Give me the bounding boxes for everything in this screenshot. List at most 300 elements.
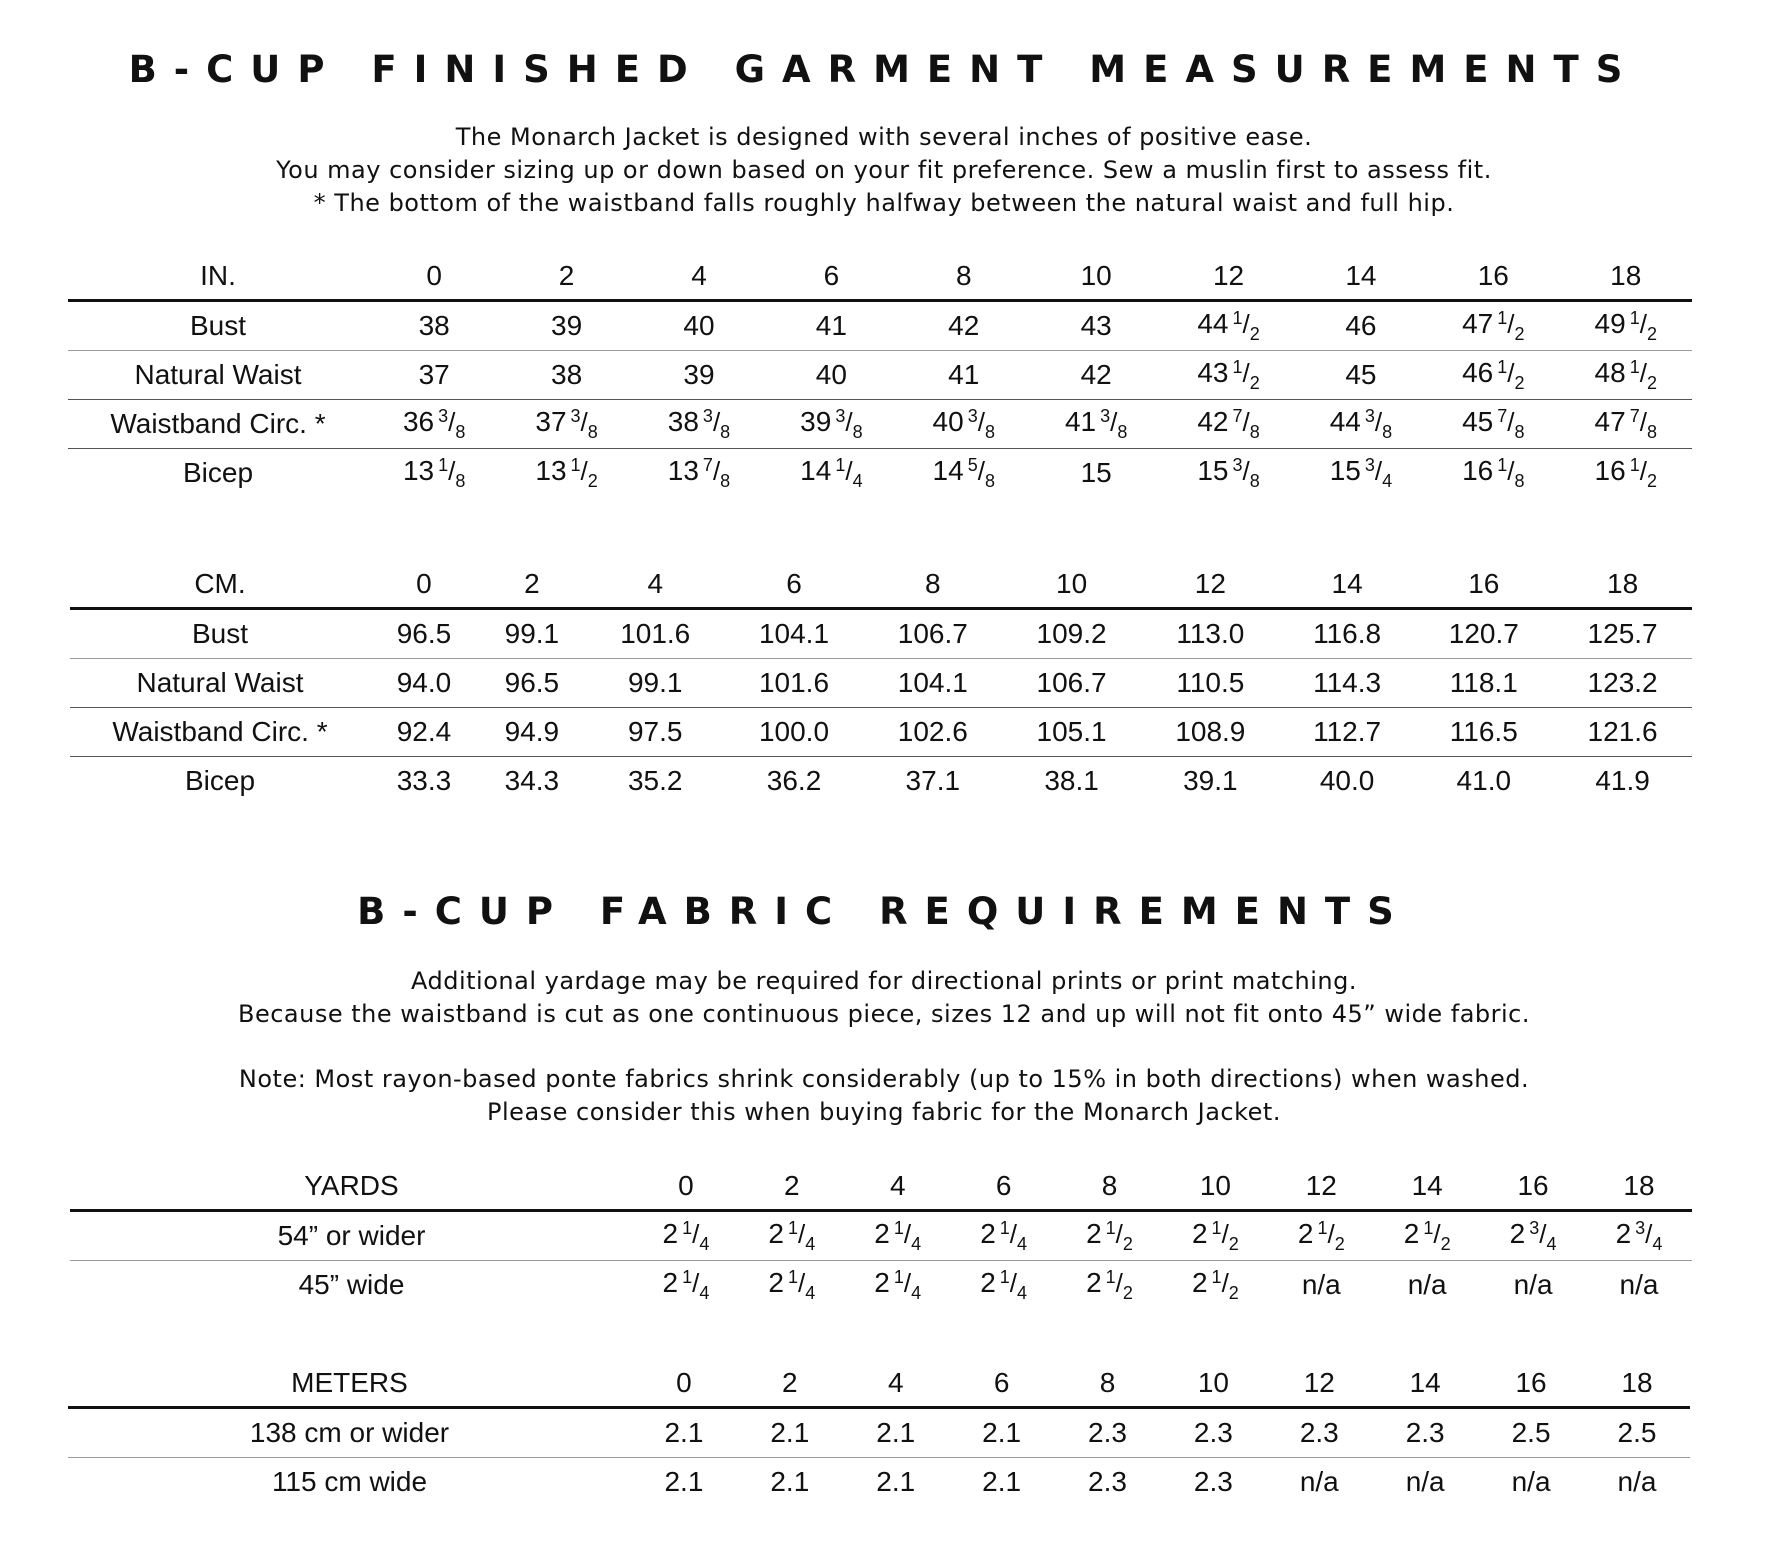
numerator: 1 (682, 1217, 693, 1238)
denominator: 8 (720, 421, 731, 442)
measurement-cell: 118.1 (1414, 659, 1553, 708)
numerator: 1 (1629, 307, 1640, 328)
whole-number: 2 (1086, 1266, 1102, 1298)
size-header: 14 (1372, 1360, 1478, 1408)
whole-number: 48 (1594, 356, 1626, 388)
whole-number: 2 (874, 1266, 890, 1298)
whole-number: 36 (402, 405, 435, 437)
size-header: 16 (1480, 1163, 1586, 1211)
fabric-note (0, 1063, 1768, 1129)
fraction-slash: / (977, 455, 985, 486)
numerator: 1 (893, 1217, 904, 1238)
size-header: 16 (1427, 253, 1559, 301)
measurement-cell: 104.1 (863, 659, 1002, 708)
fraction-slash: / (1327, 1218, 1335, 1249)
whole-number: 37 (535, 405, 567, 437)
size-header: 6 (765, 253, 897, 301)
measurement-cell: 40 (633, 301, 765, 351)
measurement-cell: 33.3 (396, 765, 452, 796)
fraction-slash: / (1507, 406, 1515, 437)
denominator: 2 (1334, 1233, 1345, 1254)
size-header: 8 (863, 561, 1002, 609)
row-label: Waistband Circ. * (70, 708, 370, 757)
size-header: 6 (949, 1360, 1055, 1408)
unit-label: METERS (68, 1360, 631, 1408)
denominator: 8 (587, 421, 598, 442)
cm-measurements-table (70, 561, 1692, 805)
denominator: 2 (1249, 323, 1260, 344)
measurement-cell: 35.2 (627, 765, 683, 796)
numerator: 3 (438, 405, 449, 426)
row-label: 115 cm wide (271, 1466, 428, 1497)
whole-number: 46 (1462, 356, 1494, 388)
measurement-cell (500, 449, 632, 498)
measurement-cell: 38 (368, 301, 500, 351)
measurement-cell (1374, 1211, 1480, 1261)
whole-number: 2 (1297, 1217, 1314, 1249)
denominator: 4 (805, 1233, 816, 1254)
measurement-cell (1057, 1261, 1163, 1310)
size-header: 6 (725, 561, 864, 609)
measurement-cell: n/a (1617, 1466, 1657, 1497)
unit-label: YARDS (70, 1163, 633, 1211)
measurement-cell (1162, 351, 1294, 400)
size-header: 18 (1553, 561, 1692, 609)
measurement-cell: 36.2 (766, 765, 822, 796)
header-row (70, 561, 1692, 609)
fraction-slash: / (692, 1267, 700, 1298)
fabric-note-line: Note: Most rayon-based ponte fabrics shrink considerably (up to 15% in both directions) when washed. (238, 1065, 1530, 1093)
measurement-cell: 40.0 (1319, 765, 1375, 796)
measurement-cell: 96.5 (370, 609, 478, 659)
numerator: 3 (1529, 1217, 1540, 1238)
whole-number: 44 (1329, 405, 1361, 437)
numerator: 1 (1232, 356, 1243, 377)
numerator: 1 (1105, 1217, 1116, 1238)
fabric-note-line: Please consider this when buying fabric for the Monarch Jacket. (487, 1098, 1281, 1126)
numerator: 1 (438, 454, 449, 475)
measurement-cell: 101.6 (725, 659, 864, 708)
size-header: 8 (1055, 1360, 1161, 1408)
measurement-cell: 116.5 (1414, 708, 1553, 757)
measurement-cell: 94.9 (478, 708, 586, 757)
row-label: 138 cm or wider (68, 1408, 631, 1458)
measurement-cell (898, 449, 1030, 498)
numerator: 7 (1629, 405, 1640, 426)
fraction-slash: / (1507, 357, 1515, 388)
measurement-cell: 104.1 (725, 609, 864, 659)
unit-label: CM. (70, 561, 370, 609)
denominator: 8 (1117, 421, 1128, 442)
measurement-cell: 100.0 (725, 708, 864, 757)
fraction-slash: / (1242, 308, 1250, 339)
measurement-cell (739, 1261, 845, 1310)
denominator: 8 (1249, 421, 1260, 442)
measurement-cell: 106.7 (863, 609, 1002, 659)
denominator: 2 (587, 470, 598, 491)
row-label: Bust (68, 301, 368, 351)
measurement-cell: 2.3 (1088, 1466, 1127, 1497)
denominator: 2 (1514, 323, 1525, 344)
header-row (68, 1360, 1690, 1408)
measurement-cell (845, 1211, 951, 1261)
measurement-cell: 2.3 (1055, 1408, 1161, 1458)
measurement-cell (1480, 1211, 1586, 1261)
size-header: 10 (1160, 1360, 1266, 1408)
whole-number: 47 (1462, 307, 1494, 339)
measurement-cell: 101.6 (586, 609, 725, 659)
numerator: 1 (1497, 454, 1508, 475)
whole-number: 14 (800, 454, 832, 486)
measurement-cell (633, 1261, 739, 1310)
measurement-cell: 41 (898, 351, 1030, 400)
denominator: 2 (1646, 323, 1657, 344)
fraction-slash: / (1433, 1218, 1441, 1249)
measurement-cell (1560, 400, 1692, 449)
denominator: 4 (1546, 1233, 1557, 1254)
measurement-cell: 39.1 (1183, 765, 1238, 796)
fraction-slash: / (692, 1218, 700, 1249)
denominator: 4 (1017, 1233, 1028, 1254)
measurement-cell: 2.1 (949, 1408, 1055, 1458)
denominator: 8 (852, 421, 863, 442)
measurement-cell (1162, 301, 1294, 351)
measurement-cell: 2.1 (737, 1408, 843, 1458)
measurement-cell: 116.8 (1280, 609, 1415, 659)
measurement-cell (898, 400, 1030, 449)
numerator: 1 (999, 1217, 1010, 1238)
whole-number: 2 (1509, 1217, 1526, 1249)
measurement-cell: 123.2 (1553, 659, 1692, 708)
measurement-cell: 114.3 (1280, 659, 1415, 708)
denominator: 8 (1249, 470, 1260, 491)
measurement-cell: 106.7 (1002, 659, 1141, 708)
whole-number: 40 (932, 405, 964, 437)
size-header: 12 (1266, 1360, 1372, 1408)
measurement-cell: 92.4 (370, 708, 478, 757)
measurement-cell: 37.1 (905, 765, 961, 796)
measurement-cell (368, 449, 500, 498)
measurement-cell (951, 1211, 1057, 1261)
measurement-cell: n/a (1301, 1269, 1341, 1300)
size-header: 18 (1584, 1360, 1690, 1408)
size-header: 4 (586, 561, 725, 609)
size-header: 0 (368, 253, 500, 301)
numerator: 1 (787, 1217, 798, 1238)
denominator: 8 (455, 421, 466, 442)
table-row (68, 1408, 1690, 1458)
fraction-slash: / (712, 406, 721, 437)
fraction-slash: / (448, 455, 456, 486)
fraction-slash: / (798, 1218, 806, 1249)
numerator: 3 (1232, 454, 1243, 475)
whole-number: 45 (1462, 405, 1494, 437)
denominator: 8 (1646, 421, 1657, 442)
measurement-cell (1030, 400, 1162, 449)
measurement-cell (1560, 449, 1692, 498)
fabric-intro (0, 965, 1768, 1031)
table-row (68, 351, 1692, 400)
size-header: 4 (845, 1163, 951, 1211)
numerator: 1 (893, 1266, 904, 1287)
numerator: 3 (1364, 405, 1375, 426)
fraction-slash: / (1221, 1218, 1229, 1249)
fraction-slash: / (1115, 1267, 1123, 1298)
fraction-slash: / (903, 1218, 912, 1249)
fraction-slash: / (1110, 406, 1118, 437)
whole-number: 44 (1197, 307, 1229, 339)
measurement-cell: n/a (1619, 1269, 1659, 1300)
whole-number: 43 (1197, 356, 1229, 388)
numerator: 1 (1211, 1266, 1222, 1287)
row-label: Bicep (184, 765, 256, 796)
denominator: 4 (1382, 470, 1393, 491)
numerator: 3 (702, 405, 713, 426)
size-header: 4 (843, 1360, 949, 1408)
size-header: 14 (1295, 253, 1427, 301)
row-label: Bicep (182, 457, 254, 488)
denominator: 8 (455, 470, 466, 491)
numerator: 1 (1105, 1266, 1116, 1287)
size-header: 14 (1374, 1163, 1480, 1211)
row-label: 45” wide (298, 1269, 405, 1300)
measurement-cell (739, 1211, 845, 1261)
measurement-cell: 2.3 (1193, 1466, 1233, 1497)
measurement-cell: 41.0 (1456, 765, 1512, 796)
numerator: 7 (702, 454, 713, 475)
denominator: 8 (1382, 421, 1393, 442)
table-row (68, 301, 1692, 351)
numerator: 1 (999, 1266, 1010, 1287)
denominator: 8 (720, 470, 731, 491)
whole-number: 16 (1594, 454, 1626, 486)
size-header: 14 (1280, 561, 1415, 609)
table-row (68, 400, 1692, 449)
whole-number: 2 (662, 1266, 679, 1298)
measurement-cell: 37 (368, 351, 500, 400)
measurement-cell (1560, 301, 1692, 351)
measurement-cell: 2.1 (770, 1466, 810, 1497)
size-header: 12 (1141, 561, 1280, 609)
garment-measurements-title: B-CUP FINISHED GARMENT MEASUREMENTS (128, 48, 1640, 91)
garment-intro (0, 121, 1768, 220)
measurement-cell: 110.5 (1141, 659, 1280, 708)
denominator: 2 (1249, 372, 1260, 393)
fraction-slash: / (1009, 1218, 1018, 1249)
measurement-cell (1162, 400, 1294, 449)
measurement-cell: 109.2 (1002, 609, 1141, 659)
measurement-cell: 94.0 (370, 659, 478, 708)
numerator: 3 (570, 405, 581, 426)
fraction-slash: / (1242, 455, 1250, 486)
size-header: 10 (1002, 561, 1141, 609)
row-label: Bust (70, 609, 370, 659)
measurement-cell: 2.3 (1372, 1408, 1478, 1458)
fraction-slash: / (448, 406, 456, 437)
fraction-slash: / (1242, 357, 1250, 388)
measurement-cell (633, 1211, 739, 1261)
whole-number: 2 (1615, 1217, 1632, 1249)
fraction-slash: / (1639, 455, 1647, 486)
measurement-cell (765, 449, 897, 498)
measurement-cell: 41.9 (1595, 765, 1650, 796)
whole-number: 42 (1197, 405, 1229, 437)
whole-number: 47 (1594, 405, 1626, 437)
denominator: 4 (852, 470, 863, 491)
measurement-cell: 99.1 (478, 609, 586, 659)
measurement-cell: 105.1 (1002, 708, 1141, 757)
denominator: 2 (1440, 1233, 1451, 1254)
measurement-cell: 2.3 (1160, 1408, 1266, 1458)
size-header: 12 (1162, 253, 1294, 301)
numerator: 1 (1211, 1217, 1222, 1238)
measurement-cell: 108.9 (1141, 708, 1280, 757)
size-header: 2 (478, 561, 586, 609)
unit-label: IN. (68, 253, 368, 301)
numerator: 7 (1497, 405, 1508, 426)
measurement-cell: 2.3 (1266, 1408, 1372, 1458)
size-header: 12 (1268, 1163, 1374, 1211)
row-label: Natural Waist (70, 659, 370, 708)
size-header: 6 (951, 1163, 1057, 1211)
numerator: 3 (1364, 454, 1375, 475)
measurement-cell: 2.1 (631, 1408, 737, 1458)
size-header: 8 (1057, 1163, 1163, 1211)
size-header: 18 (1560, 253, 1692, 301)
fraction-slash: / (1639, 357, 1647, 388)
numerator: 1 (682, 1266, 693, 1287)
fraction-slash: / (712, 455, 721, 486)
measurement-cell: n/a (1511, 1466, 1551, 1497)
denominator: 2 (1122, 1282, 1133, 1303)
numerator: 1 (1232, 307, 1243, 328)
whole-number: 2 (1403, 1217, 1420, 1249)
whole-number: 41 (1064, 405, 1097, 437)
measurement-cell: 102.6 (863, 708, 1002, 757)
whole-number: 2 (1086, 1217, 1102, 1249)
denominator: 2 (1514, 372, 1525, 393)
denominator: 2 (1122, 1233, 1133, 1254)
measurement-cell (1560, 351, 1692, 400)
measurement-cell (633, 449, 765, 498)
fraction-slash: / (1242, 406, 1250, 437)
size-header: 10 (1162, 1163, 1268, 1211)
header-row (70, 1163, 1692, 1211)
fraction-slash: / (977, 406, 985, 437)
whole-number: 15 (1197, 454, 1229, 486)
size-header: 16 (1414, 561, 1553, 609)
denominator: 8 (1514, 421, 1525, 442)
numerator: 1 (835, 454, 846, 475)
numerator: 5 (967, 454, 978, 475)
numerator: 3 (967, 405, 978, 426)
whole-number: 16 (1462, 454, 1494, 486)
denominator: 2 (1228, 1233, 1239, 1254)
size-header: 0 (631, 1360, 737, 1408)
fraction-slash: / (580, 455, 588, 486)
measurement-cell (633, 400, 765, 449)
fraction-slash: / (845, 455, 853, 486)
whole-number: 2 (1191, 1217, 1208, 1249)
measurement-cell: 2.1 (876, 1466, 916, 1497)
fraction-slash: / (1639, 406, 1647, 437)
whole-number: 15 (1329, 454, 1361, 486)
measurement-cell: 41 (765, 301, 897, 351)
measurement-cell (1295, 400, 1427, 449)
measurement-cell: n/a (1299, 1466, 1339, 1497)
fraction-slash: / (1507, 455, 1515, 486)
garment-intro-line: You may consider sizing up or down based on your fit preference. Sew a muslin first to assess fit. (276, 156, 1492, 184)
measurement-cell: 42 (1030, 351, 1162, 400)
fraction-slash: / (1507, 308, 1515, 339)
fabric-intro-line: Because the waistband is cut as one continuous piece, sizes 12 and up will not fit onto 45” wide fabric. (237, 1000, 1530, 1028)
numerator: 1 (1317, 1217, 1328, 1238)
measurement-cell: 38 (500, 351, 632, 400)
measurement-cell: 15 (1080, 457, 1112, 488)
size-header: 0 (633, 1163, 739, 1211)
row-label: Waistband Circ. * (68, 400, 368, 449)
fraction-slash: / (1374, 455, 1383, 486)
measurement-cell: 2.1 (843, 1408, 949, 1458)
measurement-cell: 2.5 (1478, 1408, 1584, 1458)
table-row (70, 1211, 1692, 1261)
size-header: 18 (1586, 1163, 1692, 1211)
fraction-slash: / (1374, 406, 1383, 437)
table-row (70, 659, 1692, 708)
whole-number: 2 (874, 1217, 890, 1249)
measurement-cell (1162, 449, 1294, 498)
measurement-cell: 2.1 (664, 1466, 704, 1497)
fraction-slash: / (903, 1267, 912, 1298)
measurement-cell (500, 400, 632, 449)
whole-number: 2 (768, 1217, 784, 1249)
denominator: 4 (1652, 1233, 1663, 1254)
measurement-cell (1162, 1211, 1268, 1261)
denominator: 4 (699, 1282, 710, 1303)
measurement-cell (1268, 1211, 1374, 1261)
size-header: 16 (1478, 1360, 1584, 1408)
measurement-cell: 43 (1030, 301, 1162, 351)
fabric-requirements-title: B-CUP FABRIC REQUIREMENTS (357, 890, 1411, 933)
table-row (70, 609, 1692, 659)
measurement-cell (1057, 1211, 1163, 1261)
fraction-slash: / (1645, 1218, 1653, 1249)
fraction-slash: / (798, 1267, 806, 1298)
whole-number: 14 (932, 454, 964, 486)
size-header: 2 (737, 1360, 843, 1408)
whole-number: 2 (980, 1266, 996, 1298)
whole-number: 13 (535, 454, 567, 486)
table-row (68, 1458, 1690, 1507)
numerator: 3 (1100, 405, 1111, 426)
denominator: 4 (805, 1282, 816, 1303)
fraction-slash: / (1009, 1267, 1018, 1298)
measurement-cell (1162, 1261, 1268, 1310)
size-header: 2 (500, 253, 632, 301)
measurement-cell: 45 (1295, 351, 1427, 400)
numerator: 1 (787, 1266, 798, 1287)
measurement-cell: 125.7 (1553, 609, 1692, 659)
size-header: 8 (898, 253, 1030, 301)
denominator: 2 (1228, 1282, 1239, 1303)
denominator: 4 (911, 1233, 922, 1254)
numerator: 1 (1629, 454, 1640, 475)
numerator: 3 (1635, 1217, 1646, 1238)
size-header: 4 (633, 253, 765, 301)
measurement-cell: 113.0 (1141, 609, 1280, 659)
measurement-cell (1586, 1211, 1692, 1261)
fraction-slash: / (580, 406, 588, 437)
